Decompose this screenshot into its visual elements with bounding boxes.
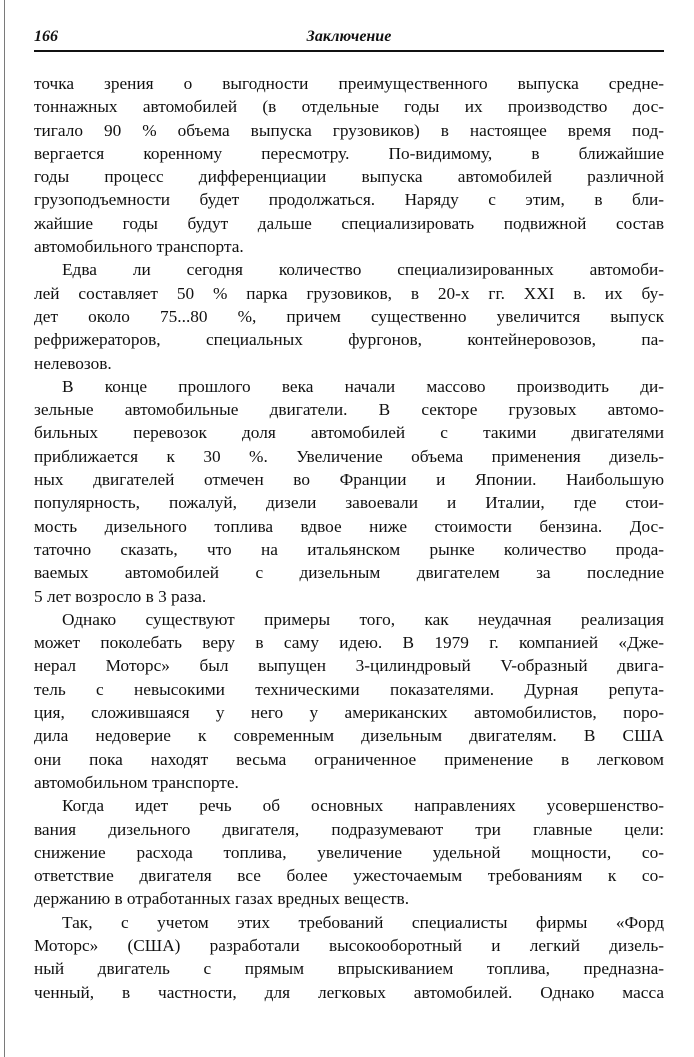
text-line: автомобильном транспорте. bbox=[34, 772, 239, 792]
paragraph bbox=[34, 794, 664, 910]
text-line: снижение расхода топлива, увеличение удельной мощности, со- bbox=[34, 842, 664, 862]
text-line: В конце прошлого века начали массово производить ди- bbox=[62, 376, 664, 396]
text-line: жайшие годы будут дальше специализировать подвижной состав bbox=[34, 213, 664, 233]
text-line: тоннажных автомобилей (в отдельные годы их производство дос- bbox=[34, 97, 664, 117]
text-line: лей составляет 50 % парка грузовиков, в 20-х гг. XXI в. их бу- bbox=[34, 283, 664, 303]
text-line: держанию в отработанных газах вредных веществ. bbox=[34, 889, 410, 909]
text-line: тигало 90 % объема выпуска грузовиков) в настоящее время под- bbox=[34, 120, 664, 140]
page-number: 166 bbox=[34, 28, 58, 45]
text-line: мость дизельного топлива вдвое ниже стоимости бензина. Дос- bbox=[34, 516, 664, 536]
chapter-title: Заключение bbox=[306, 28, 392, 45]
text-line: дила недоверие к современным дизельным двигателям. В США bbox=[34, 726, 664, 746]
text-line: автомобильного транспорта. bbox=[34, 237, 244, 257]
paragraph bbox=[34, 608, 664, 794]
text-line: ный двигатель с прямым впрыскиванием топлива, предназна- bbox=[34, 959, 664, 979]
text-line: ответствие двигателя все более ужесточаемым требованиям к со- bbox=[34, 866, 664, 886]
text-line: бильных перевозок доля автомобилей с такими двигателями bbox=[34, 423, 664, 443]
text-line: Едва ли сегодня количество специализированных автомоби- bbox=[62, 260, 664, 280]
text-line: популярность, пожалуй, дизели завоевали и Италии, где стои- bbox=[34, 493, 664, 513]
text-line: зельные автомобильные двигатели. В секторе грузовых автомо- bbox=[34, 400, 664, 420]
text-line: грузоподъемности будет продолжаться. Наряду с этим, в бли- bbox=[34, 190, 664, 210]
text-line: 5 лет возросло в 3 раза. bbox=[34, 586, 207, 606]
text-line: точка зрения о выгодности преимущественного выпуска средне- bbox=[34, 74, 664, 93]
text-line: может поколебать веру в саму идею. В 1979 г. компанией «Дже- bbox=[34, 633, 664, 653]
text-line: Моторс» (США) разработали высокооборотный и легкий дизель- bbox=[34, 935, 664, 955]
paragraph bbox=[34, 911, 664, 1004]
paragraph bbox=[34, 72, 664, 258]
text-line: ченный, в частности, для легковых автомобилей. Однако масса bbox=[34, 982, 664, 1002]
text-line: нерал Моторс» был выпущен 3-цилиндровый V-образный двига- bbox=[34, 656, 664, 676]
body-text bbox=[34, 72, 664, 1004]
text-line: Когда идет речь об основных направлениях усовершенство- bbox=[62, 796, 664, 816]
paragraph bbox=[34, 375, 664, 608]
text-line: приближается к 30 %. Увеличение объема применения дизель- bbox=[34, 446, 664, 466]
page-edge-rule bbox=[4, 0, 5, 1057]
text-line: таточно сказать, что на итальянском рынке количество прода- bbox=[34, 539, 664, 559]
text-line: Так, с учетом этих требований специалисты фирмы «Форд bbox=[62, 912, 664, 932]
text-line: Однако существуют примеры того, как неудачная реализация bbox=[62, 609, 664, 629]
text-line: годы процесс дифференциации выпуска автомобилей различной bbox=[34, 167, 664, 187]
text-line: дет около 75...80 %, причем существенно увеличится выпуск bbox=[34, 306, 664, 326]
text-line: тель с невысокими техническими показателями. Дурная репута- bbox=[34, 679, 664, 699]
text-line: ваемых автомобилей с дизельным двигателем за последние bbox=[34, 563, 664, 583]
text-line: рефрижераторов, специальных фургонов, контейнеровозов, па- bbox=[34, 330, 664, 350]
text-line: вания дизельного двигателя, подразумевают три главные цели: bbox=[34, 819, 664, 839]
paragraph bbox=[34, 258, 664, 374]
text-line: они пока находят весьма ограниченное применение в легковом bbox=[34, 749, 664, 769]
text-line: нелевозов. bbox=[34, 353, 112, 373]
running-header bbox=[34, 26, 664, 52]
text-line: ция, сложившаяся у него у американских автомобилистов, поро- bbox=[34, 703, 664, 723]
text-line: вергается коренному пересмотру. По-видимому, в ближайшие bbox=[34, 143, 664, 163]
text-line: ных двигателей отмечен во Франции и Японии. Наибольшую bbox=[34, 470, 664, 490]
